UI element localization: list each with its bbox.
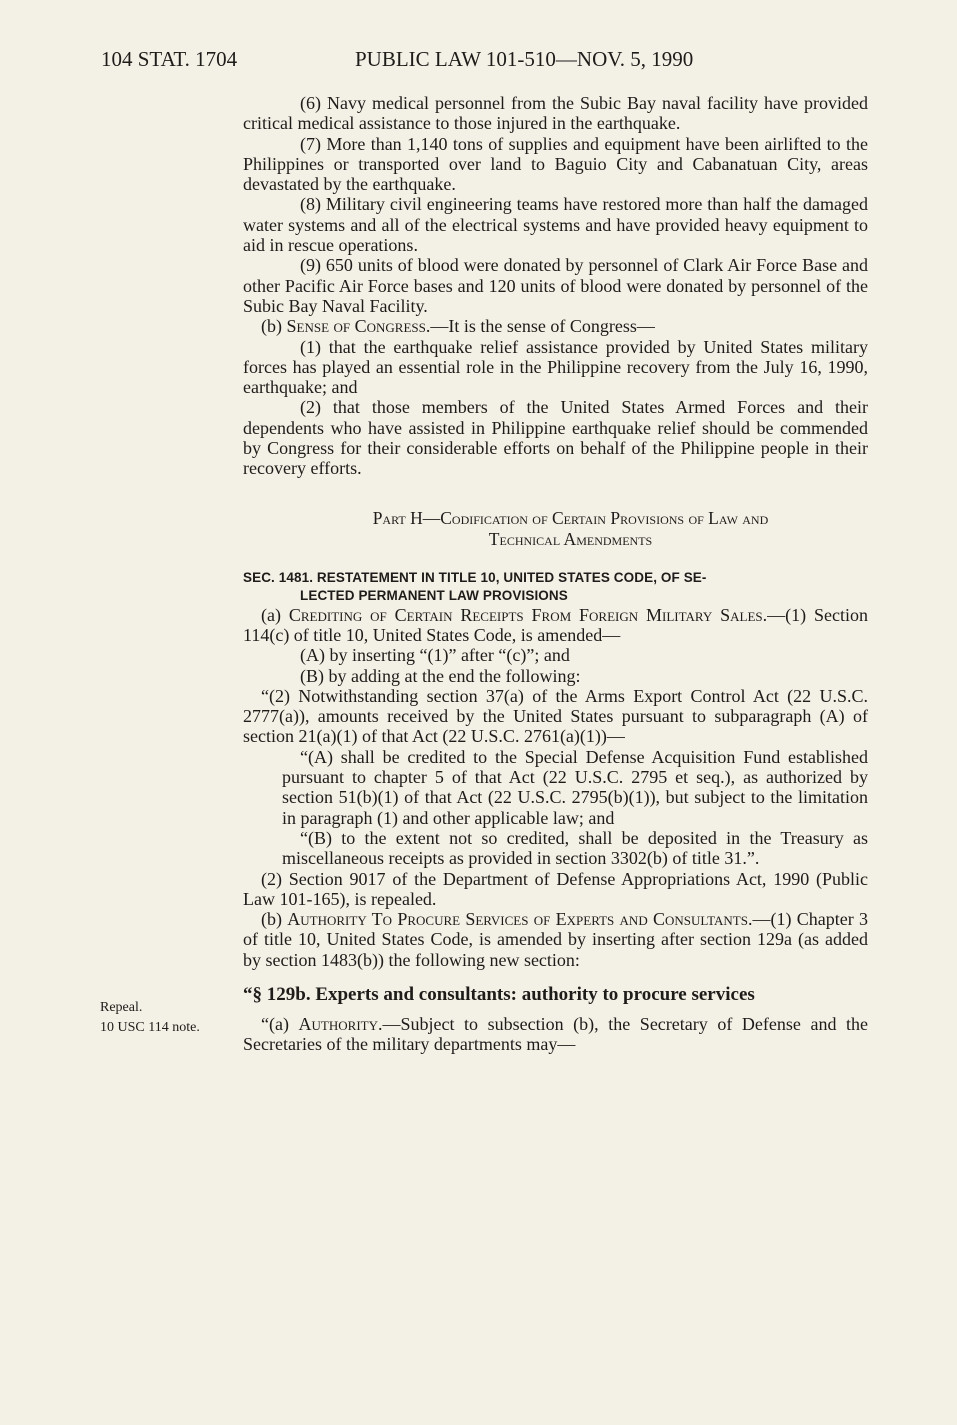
quoted-subparagraph-B: “(B) to the extent not so credited, shall be deposited in the Treasury as miscellaneous receipts as provided in section 3302(b) of title 31.”. <box>282 827 868 869</box>
subsection-b <box>243 909 868 970</box>
paragraph-8: (8) Military civil engineering teams have restored more than half the damaged water systems and all of the electrical systems and have provided heavy equipment to aid in rescue operations. <box>243 194 868 256</box>
subsection-a-text: .—(1) Section 114(c) of title 10, United States Code, is amended— <box>243 604 869 645</box>
subsection-b-label: (b) <box>261 316 282 337</box>
section-heading-line-2: LECTED PERMANENT LAW PROVISIONS <box>300 587 568 603</box>
clause-a-A: (A) by inserting “(1)” after “(c)”; and <box>300 645 570 666</box>
section-heading-line-1: SEC. 1481. RESTATEMENT IN TITLE 10, UNITED STATES CODE, OF SE- <box>243 569 707 585</box>
subsection-b-sense <box>243 316 868 336</box>
paragraph-6: (6) Navy medical personnel from the Subic Bay naval facility have provided critical medical assistance to those injured in the earthquake. <box>243 93 868 134</box>
stat-reference: 104 STAT. 1704 <box>101 47 238 71</box>
paragraph-b2: (2) that those members of the United States Armed Forces and their dependents who have assisted in Philippine earthquake relief should be commended by Congress for their considerable efforts on behalf of the Philippine people in their recovery efforts. <box>243 397 868 479</box>
paragraph-a2-repeal: (2) Section 9017 of the Department of Defense Appropriations Act, 1990 (Public Law 101-165), is repealed. <box>243 868 868 909</box>
paragraph-9: (9) 650 units of blood were donated by personnel of Clark Air Force Base and other Pacific Air Force bases and 120 units of blood were donated by personnel of the Subic Bay Naval Facility. <box>243 255 868 316</box>
subsection-a-label: (a) <box>261 604 281 625</box>
body-text <box>243 93 868 1055</box>
quoted-paragraph-2: “(2) Notwithstanding section 37(a) of the Arms Export Control Act (22 U.S.C. 2777(a)), amounts received by the United States pursuant to subparagraph (A) of section 21(a)(1) of that Act (22 U.S.C. 2761(a)(1))— <box>243 685 868 747</box>
part-heading-line-1: Part H—Codification of Certain Provisions of Law and <box>372 507 769 528</box>
subsection-b2-heading: Authority To Procure Services of Experts and Consultants <box>287 909 748 930</box>
subsection-b-text: .—It is the sense of Congress— <box>425 316 655 337</box>
part-heading-line-2: Technical Amendments <box>488 528 653 549</box>
subsection-b2-label: (b) <box>261 909 282 930</box>
quoted-subparagraph-A: “(A) shall be credited to the Special Defense Acquisition Fund established pursuant to chapter 5 of that Act (22 U.S.C. 2795 et seq.), as authorized by section 51(b)(1) of that Act (22 U.S.C. 2795(b)(1)), but subject to the limitation in paragraph (1) and other applicable law; and <box>282 746 868 828</box>
subsection-b-heading: Sense of Congress <box>286 316 426 337</box>
subsection-a-heading: Crediting of Certain Receipts From Foreign Military Sales <box>288 604 763 625</box>
paragraph-b1: (1) that the earthquake relief assistance provided by United States military forces has played an essential role in the Philippine recovery from the July 16, 1990, earthquake; and <box>243 336 868 398</box>
paragraph-7: (7) More than 1,140 tons of supplies and equipment have been airlifted to the Philippines or transported over land to Baguio City and Cabanatuan City, areas devastated by the earthquake. <box>243 133 868 195</box>
section-129b-subsection-a <box>243 1014 868 1055</box>
margin-note-usc: 10 USC 114 note. <box>100 1020 200 1035</box>
section-129b-a-text: .—Subject to subsection (b), the Secretary of Defense and the Secretaries of the military departments may— <box>243 1013 869 1055</box>
margin-note-repeal: Repeal. <box>100 1000 143 1015</box>
subsection-b2-text: .—(1) Chapter 3 of title 10, United States Code, is amended by inserting after section 129a (as added by section 1483(b)) the following new section: <box>243 909 869 970</box>
section-heading <box>243 569 868 605</box>
public-law-title: PUBLIC LAW 101-510—NOV. 5, 1990 <box>355 47 694 71</box>
margin-note <box>100 998 200 1038</box>
subsection-a <box>243 605 868 646</box>
section-129b-heading: “§ 129b. Experts and consultants: authority to procure services <box>243 983 755 1005</box>
section-129b-a-label: “(a) <box>261 1013 289 1034</box>
section-129b-a-heading: Authority <box>298 1013 378 1034</box>
clause-a-B: (B) by adding at the end the following: <box>300 665 581 686</box>
part-heading <box>243 508 868 550</box>
